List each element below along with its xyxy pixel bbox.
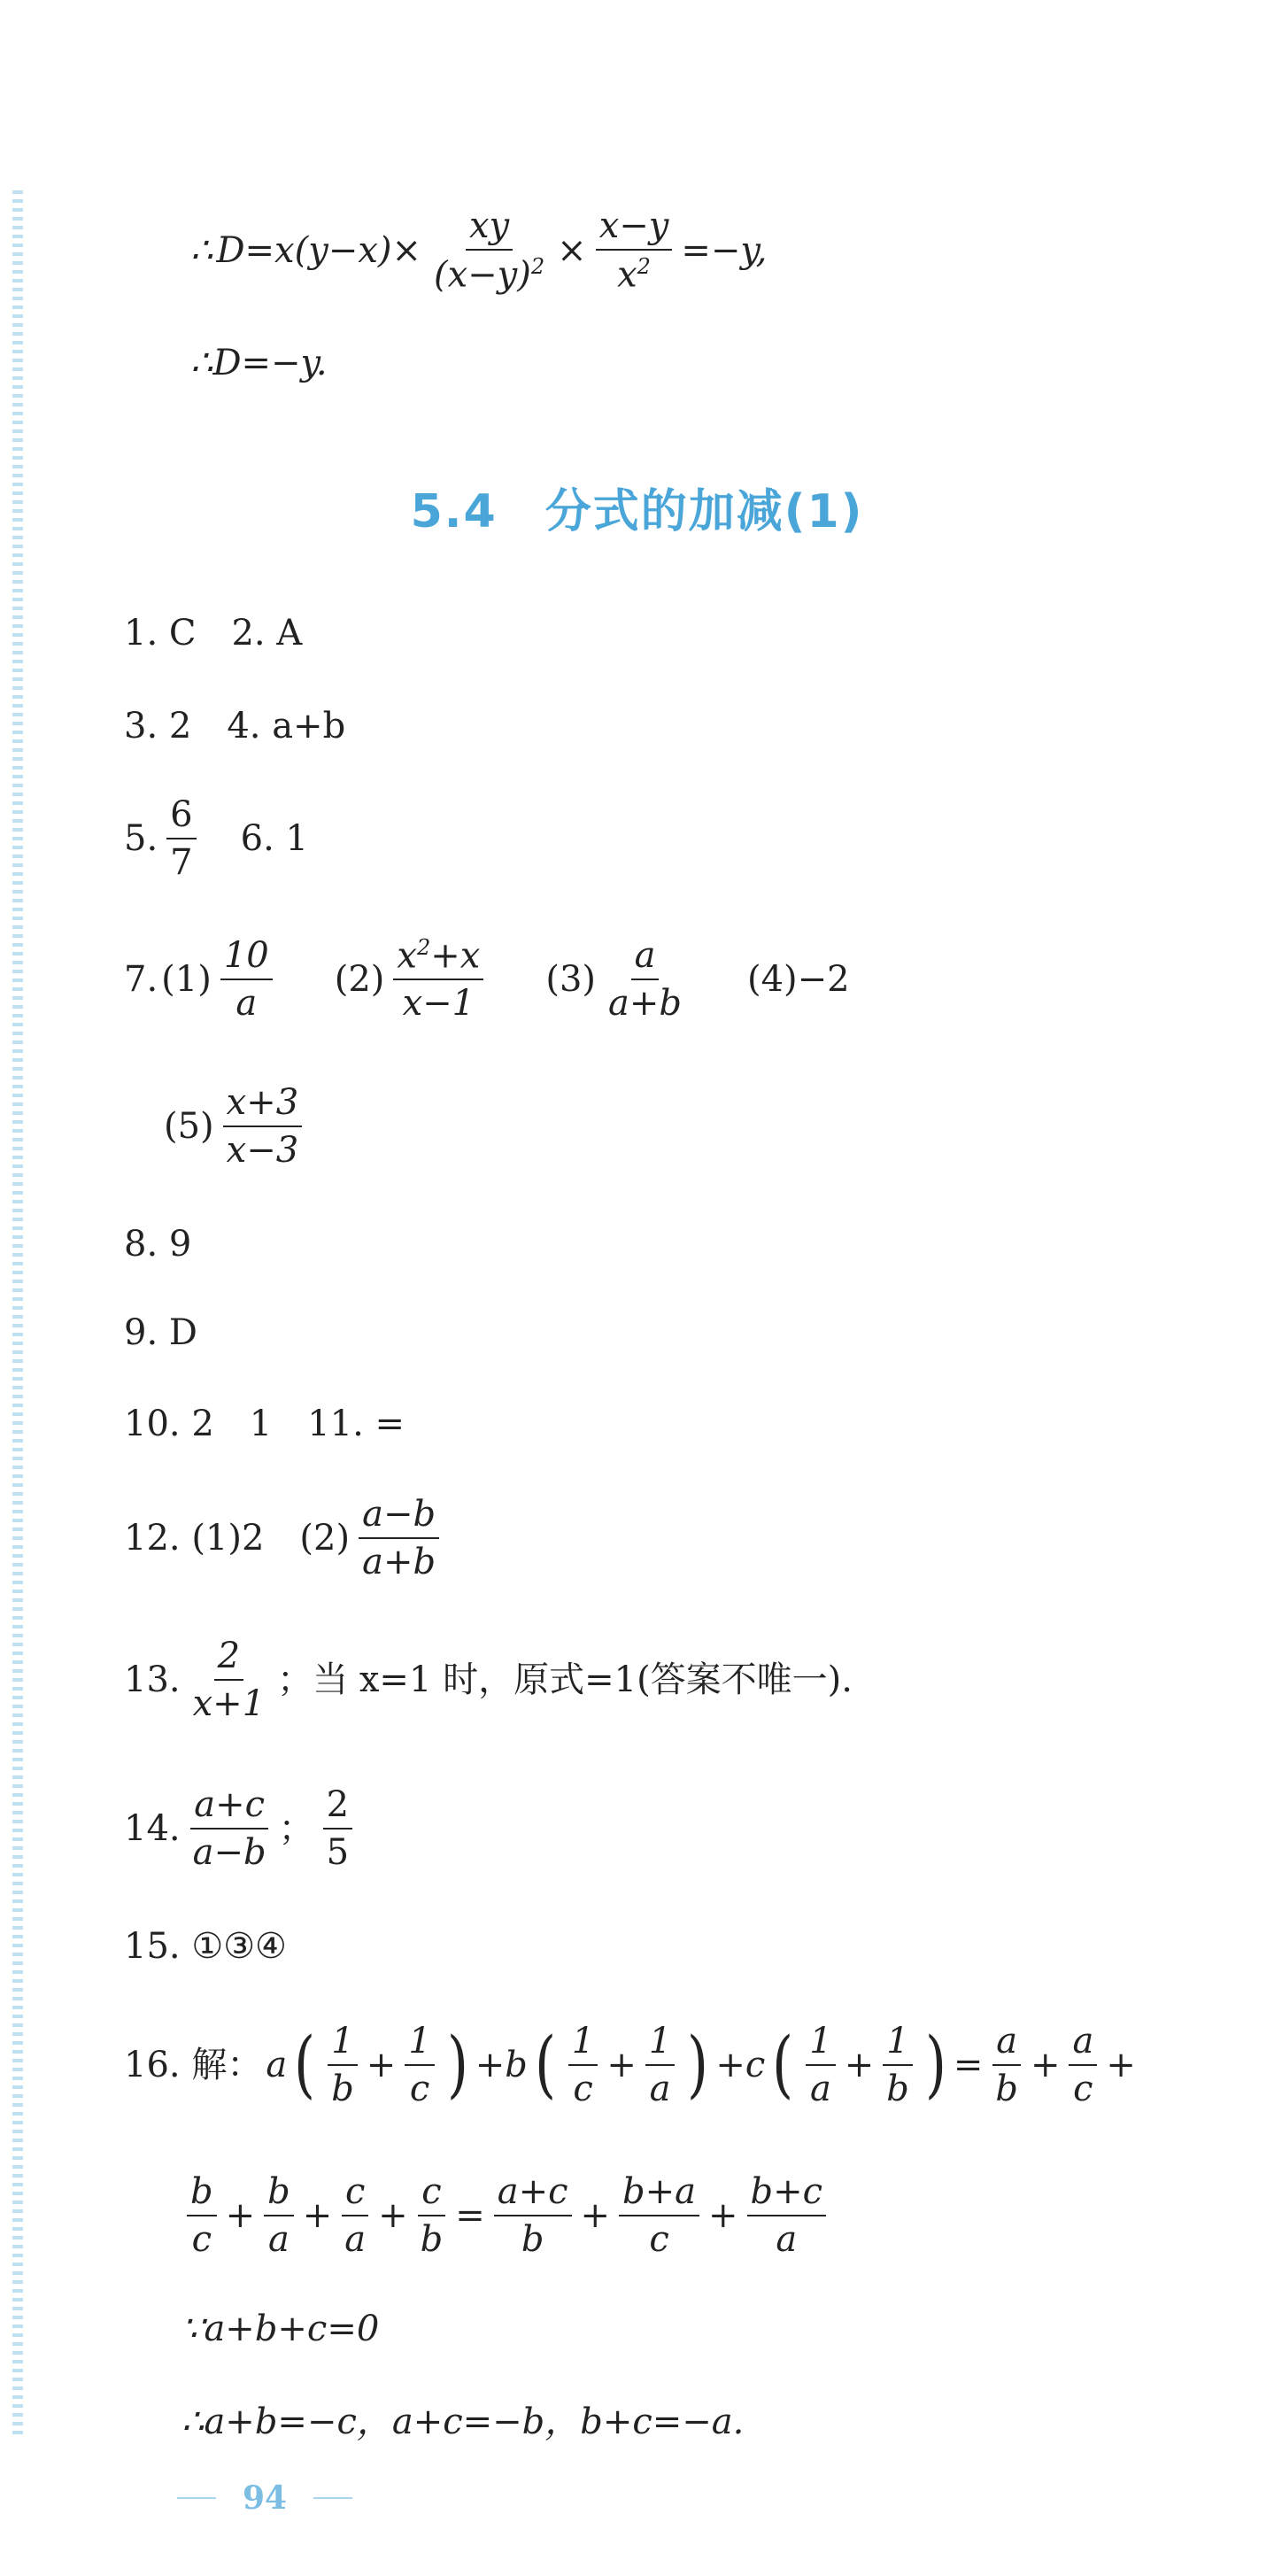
- fraction: [619, 2171, 699, 2260]
- answer-8: 8. 9: [124, 1224, 192, 1265]
- parenthesis: ): [924, 2023, 946, 2107]
- answer-16-line-4: ∴a+b=−c，a+c=−b，b+c=−a.: [181, 2402, 745, 2442]
- denominator: c: [1073, 2069, 1093, 2109]
- denominator: a: [344, 2219, 367, 2260]
- denominator: [614, 251, 654, 296]
- fraction: [1069, 2023, 1097, 2107]
- part-4: (4)−2: [746, 958, 850, 1000]
- fraction: [220, 934, 273, 1024]
- answer-16-line-2: [181, 2171, 831, 2260]
- numerator: 10: [220, 938, 273, 980]
- numerator: a: [992, 2023, 1021, 2066]
- numerator: 6: [166, 797, 196, 839]
- exponent: 2: [530, 254, 545, 279]
- answer-16-line-3: ∵a+b+c=0: [181, 2309, 380, 2349]
- exponent: 2: [416, 935, 431, 960]
- answer-9: 9. D: [124, 1312, 197, 1353]
- denominator: a+b: [608, 982, 682, 1024]
- answer-label: 16. 解：: [124, 2045, 263, 2085]
- footer-dash: [313, 2497, 352, 2499]
- math-text: =: [953, 2045, 984, 2085]
- fraction: [596, 205, 673, 296]
- fraction: [393, 935, 483, 1025]
- denominator: x−3: [226, 1130, 299, 1171]
- numerator: b: [264, 2174, 294, 2216]
- numerator: 1: [405, 2023, 434, 2066]
- numerator: a: [631, 938, 660, 980]
- fraction: [568, 2023, 598, 2107]
- answer-10-11: 10. 2 1 11. =: [124, 1404, 405, 1444]
- math-text: +: [225, 2195, 256, 2236]
- denominator: b: [331, 2069, 354, 2109]
- math-text: a: [266, 2045, 288, 2085]
- proof-line-1: [190, 205, 768, 296]
- fraction: [341, 2171, 369, 2260]
- math-text: +: [606, 2045, 637, 2085]
- separator: ；: [278, 1808, 314, 1849]
- numerator-base: x: [397, 935, 417, 977]
- denominator: c: [649, 2219, 669, 2260]
- answer-13: [124, 1636, 853, 1724]
- answer-6: 6. 1: [240, 818, 308, 859]
- fraction: [166, 794, 196, 883]
- fraction: [883, 2023, 913, 2107]
- denominator: 5: [326, 1832, 350, 1873]
- numerator: 2: [323, 1787, 352, 1830]
- part-tag: (1): [161, 958, 212, 1000]
- numerator: b: [187, 2174, 217, 2216]
- numerator: b+a: [619, 2174, 699, 2216]
- numerator: a−b: [359, 1497, 439, 1539]
- denominator: a: [649, 2069, 671, 2109]
- fraction: [223, 1082, 303, 1171]
- parenthesis: (: [294, 2023, 316, 2107]
- answer-12: [124, 1494, 444, 1582]
- denominator: c: [191, 2219, 212, 2260]
- fraction: [328, 2023, 358, 2107]
- fraction: [405, 2023, 434, 2107]
- denominator: c: [409, 2069, 430, 2109]
- fraction: [417, 2171, 447, 2260]
- math-text: =: [455, 2195, 485, 2236]
- page-number-footer: [177, 2479, 352, 2517]
- denominator: a: [235, 982, 258, 1024]
- fraction: [189, 1636, 269, 1724]
- answer-label: 13.: [124, 1659, 181, 1700]
- parenthesis: ): [446, 2023, 468, 2107]
- answer-15: 15. ①③④: [124, 1926, 287, 1967]
- times-sign: ×: [557, 229, 587, 271]
- numerator: [393, 937, 483, 980]
- denominator: [430, 251, 548, 296]
- answer-5-6: [124, 794, 308, 883]
- math-text: +: [844, 2045, 875, 2085]
- fraction: [430, 205, 548, 296]
- numerator: xy: [466, 208, 513, 251]
- answer-16-line-1: [124, 2023, 1136, 2107]
- answer-7-part-5: [164, 1082, 307, 1171]
- section-title: 5.4 分式的加减(1): [410, 485, 864, 538]
- fraction: [264, 2171, 294, 2260]
- denominator: b: [995, 2069, 1018, 2109]
- denominator-base: (x−y): [434, 254, 531, 296]
- answer-label: 5.: [124, 818, 158, 859]
- fraction: [359, 1494, 439, 1582]
- part-tag: (2): [334, 958, 385, 1000]
- denominator: b: [420, 2219, 444, 2260]
- proof-line-2: ∴D=−y.: [190, 343, 328, 383]
- numerator: b+c: [747, 2174, 827, 2216]
- numerator: c: [418, 2174, 444, 2216]
- math-text: +c: [715, 2045, 766, 2085]
- denominator: a−b: [192, 1832, 266, 1873]
- parenthesis: (: [772, 2023, 794, 2107]
- denominator: 7: [170, 842, 193, 883]
- denominator: a+b: [362, 1542, 436, 1582]
- denominator: c: [573, 2069, 593, 2109]
- answer-13-text: ；当 x=1 时，原式=1(答案不唯一).: [277, 1659, 853, 1700]
- fraction: [645, 2023, 675, 2107]
- proof-line-1-lhs: D=x(y−x)×: [216, 229, 421, 271]
- denominator-base: x: [617, 254, 637, 296]
- math-text: +: [1030, 2045, 1061, 2085]
- fraction: [605, 934, 685, 1024]
- therefore-symbol: ∴: [190, 229, 213, 271]
- numerator: 1: [806, 2023, 835, 2066]
- denominator: x+1: [192, 1683, 266, 1724]
- part-tag: (3): [545, 958, 597, 1000]
- fraction: [747, 2171, 827, 2260]
- numerator: 2: [214, 1638, 243, 1681]
- denominator: a: [776, 2219, 798, 2260]
- fraction: [323, 1784, 352, 1873]
- answer-1-2: 1. C 2. A: [124, 613, 303, 654]
- fraction: [806, 2023, 835, 2107]
- answer-label: 12. (1)2 (2): [124, 1518, 351, 1559]
- proof-line-1-rhs: =−y,: [681, 229, 768, 271]
- parenthesis: (: [534, 2023, 556, 2107]
- answer-3-4: 3. 2 4. a+b: [124, 706, 346, 746]
- footer-dash: [177, 2497, 216, 2499]
- numerator: 1: [883, 2023, 912, 2066]
- math-text: +: [580, 2195, 611, 2236]
- fraction: [992, 2023, 1022, 2107]
- numerator: a+c: [494, 2174, 572, 2216]
- answer-14: [124, 1784, 358, 1873]
- numerator: x−y: [596, 208, 673, 251]
- numerator: 1: [645, 2023, 675, 2066]
- fraction: [187, 2171, 217, 2260]
- part-tag: (5): [164, 1106, 214, 1147]
- exponent: 2: [637, 254, 651, 279]
- numerator: 1: [328, 2023, 357, 2066]
- denominator: b: [886, 2069, 909, 2109]
- math-text: +b: [475, 2045, 528, 2085]
- parenthesis: ): [687, 2023, 709, 2107]
- denominator: b: [521, 2219, 544, 2260]
- numerator: a: [1069, 2023, 1097, 2066]
- numerator: c: [342, 2174, 368, 2216]
- denominator: a: [268, 2219, 290, 2260]
- math-text: +: [302, 2195, 333, 2236]
- numerator: x+3: [223, 1085, 303, 1127]
- denominator: x−1: [402, 983, 475, 1025]
- answer-label: 14.: [124, 1808, 181, 1849]
- page-number: 94: [243, 2479, 288, 2517]
- answer-7: [124, 934, 850, 1025]
- answer-label: 7.: [124, 958, 158, 1000]
- math-text: +: [366, 2045, 397, 2085]
- fraction: [494, 2171, 572, 2260]
- denominator: a: [810, 2069, 831, 2109]
- numerator: a+c: [190, 1787, 268, 1830]
- numerator: 1: [568, 2023, 598, 2066]
- fraction: [189, 1784, 270, 1873]
- math-text: +: [708, 2195, 738, 2236]
- math-text: +: [1106, 2045, 1136, 2085]
- math-text: +: [378, 2195, 408, 2236]
- numerator-rest: +x: [430, 935, 481, 977]
